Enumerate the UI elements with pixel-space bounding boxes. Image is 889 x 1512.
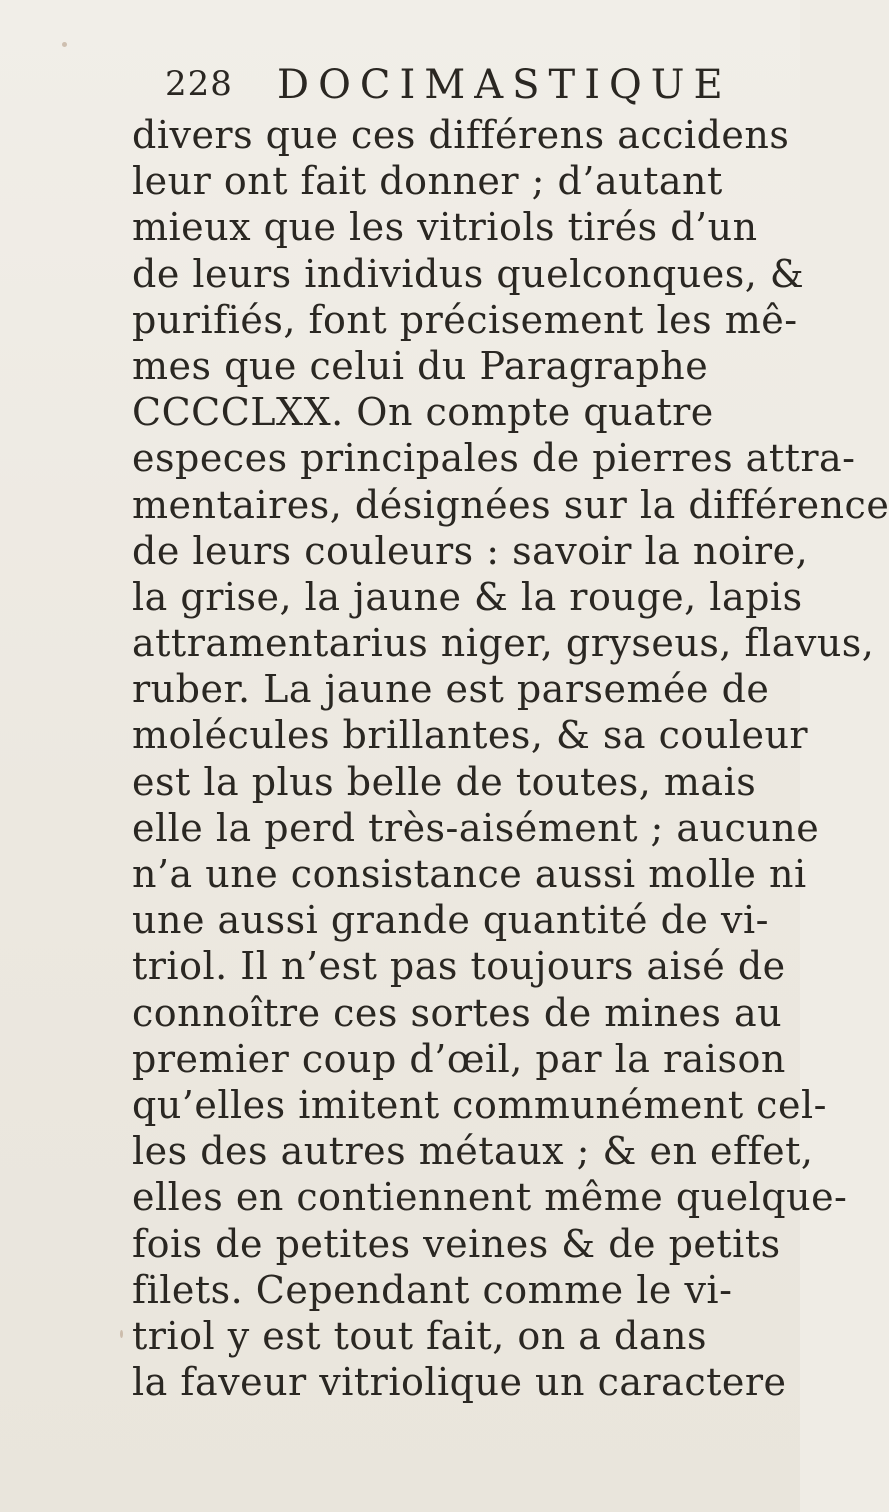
text-line: connoître ces sortes de mines au xyxy=(132,990,783,1035)
page-header xyxy=(165,62,732,112)
text-line: elles en contiennent même quelque- xyxy=(132,1175,848,1220)
paper-speck xyxy=(120,1330,123,1338)
text-line: de leurs individus quelconques, & xyxy=(132,251,805,296)
text-line: elle la perd très-aisément ; aucune xyxy=(132,805,820,850)
text-line: qu’elles imitent communément cel- xyxy=(132,1082,827,1127)
text-line: de leurs couleurs : savoir la noire, xyxy=(132,528,809,573)
text-line: filets. Cependant comme le vi- xyxy=(132,1267,733,1312)
page-number: 228 xyxy=(165,64,233,104)
text-line: premier coup d’œil, par la raison xyxy=(132,1036,786,1081)
text-line: purifiés, font précisement les mê- xyxy=(132,297,798,342)
text-line: triol y est tout fait, on a dans xyxy=(132,1313,707,1358)
text-line: mes que celui du Paragraphe xyxy=(132,343,709,388)
text-line: especes principales de pierres attra- xyxy=(132,436,856,481)
body-text xyxy=(132,112,889,1405)
text-line: une aussi grande quantité de vi- xyxy=(132,898,769,943)
text-line: la grise, la jaune & la rouge, lapis xyxy=(132,574,803,619)
text-line: CCCCLXX. On compte quatre xyxy=(132,390,714,435)
text-line: mentaires, désignées sur la différence xyxy=(132,482,889,527)
text-line: est la plus belle de toutes, mais xyxy=(132,759,757,804)
text-line: leur ont fait donner ; d’autant xyxy=(132,159,723,204)
running-head: DOCIMASTIQUE xyxy=(277,62,732,108)
text-line: la faveur vitriolique un caractere xyxy=(132,1360,787,1405)
text-line: n’a une consistance aussi molle ni xyxy=(132,852,807,896)
text-line: les des autres métaux ; & en effet, xyxy=(132,1129,814,1174)
text-line: ruber. La jaune est parsemée de xyxy=(132,667,770,712)
text-line: molécules brillantes, & sa couleur xyxy=(132,713,809,758)
paper-speck xyxy=(62,42,67,47)
text-line: attramentarius niger, gryseus, flavus, xyxy=(132,621,875,666)
text-line: triol. Il n’est pas toujours aisé de xyxy=(132,944,786,989)
text-line: divers que ces différens accidens xyxy=(132,113,790,157)
text-line: fois de petites veines & de petits xyxy=(132,1221,781,1266)
text-line: mieux que les vitriols tirés d’un xyxy=(132,205,758,250)
